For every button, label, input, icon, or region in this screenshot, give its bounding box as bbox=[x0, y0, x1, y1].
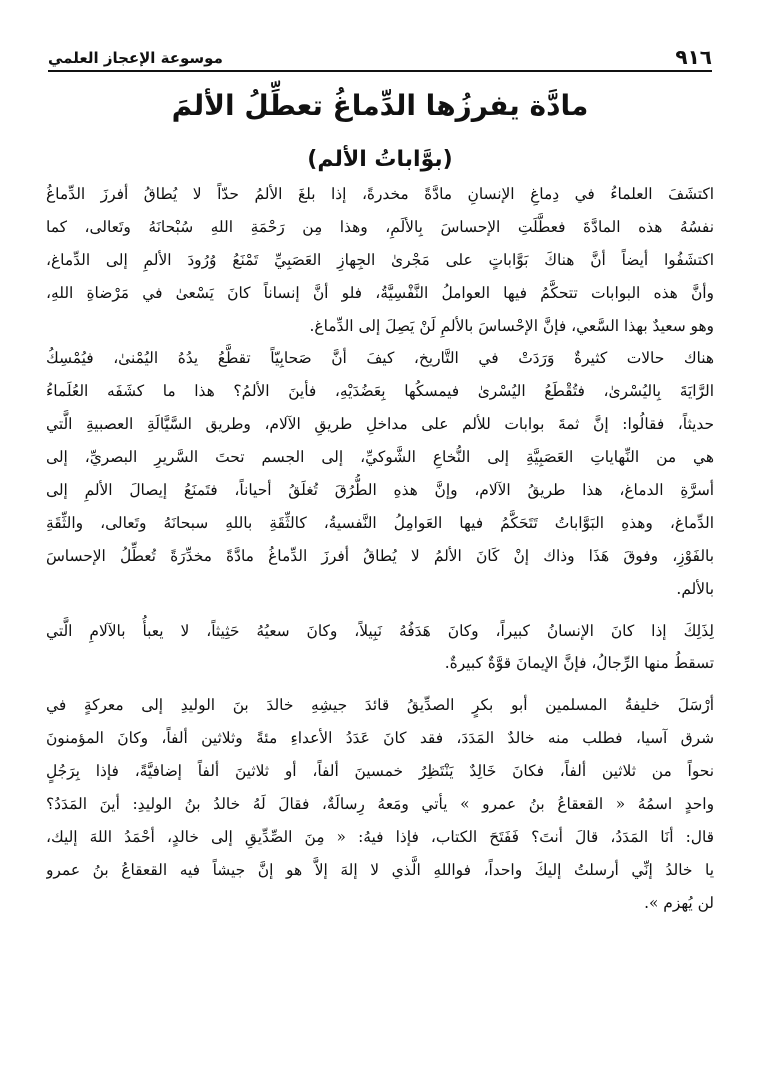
text-line: نحواً من ثلاثين ألفاً، فكانَ خَالِدٌ يَنْتَظِرُ خمسينَ ألفاً، أو ثلاثينَ ألفاً إضافيَّةً، فإذا بِرَجُلٍ bbox=[46, 762, 714, 781]
text-line: اكتشَفُوا أيضاً أنَّ هناكَ بَوَّاباتٍ على مَجْرىٰ الجِهازِ العَصَبِيِّ تَمْنَعُ وُرُودَ الألمِ إلى الدِّماغ، bbox=[46, 250, 714, 269]
text-line: يا خالدُ إنِّي أرسلتُ إليكَ واحداً، فواللهِ الَّذي لا إلهَ إلاَّ هو إنَّ جيشاً فيه القعقاعُ بنُ عمرو bbox=[46, 860, 714, 879]
text-line: أرْسَلَ خليفةُ المسلمين أبو بكرٍ الصدِّيقُ قائدَ جيشِهِ خالدَ بنَ الوليدِ إلى معركةٍ في bbox=[46, 696, 714, 715]
article-body bbox=[46, 178, 714, 920]
paragraph-3 bbox=[46, 615, 714, 681]
text-line: هي من النِّهاياتِ العَصَبِيَّةِ إلى النُّخاعِ الشَّوكيِّ، إلى الجسم تحتَ السَّريرِ البصريِّ، إلى bbox=[46, 448, 714, 467]
text-line: بالألم. bbox=[676, 579, 714, 598]
text-line: قال: أنَا المَدَدُ، قالَ أنتَ؟ فَفَتَحَ الكتاب، فإذا فيهُ: « مِنَ الصِّدِّيقِ إلى خالدٍ، أحْمَدُ اللهَ إليك، bbox=[46, 827, 714, 846]
running-header bbox=[48, 40, 712, 72]
text-line: وهو سعيدٌ بهذا السَّعي، فإنَّ الإحْساسَ بالألمِ لَنْ يَصِلَ إلى الدِّماغ. bbox=[309, 316, 714, 335]
text-line: وأنَّ هذه البوابات تتحكَّمُ فيها العواملُ النَّفْسِيَّةُ، فلو أنَّ إنساناً كانَ يَسْعىٰ في مَرْضاةِ اللهِ، bbox=[46, 283, 714, 302]
page-number: ٩١٦ bbox=[675, 45, 712, 69]
text-line: حديثاً، فقالُوا: إنَّ ثمةَ بوابات للألم على مداخلِ طريقِ الآلام، وطريق السَّيَّالَةِ العصبيةِ الَّتي bbox=[46, 415, 714, 434]
text-line: هناك حالات كثيرةٌ وَرَدَتْ في التَّاريخ، كيفَ أنَّ صَحابِيّاً تقطَّعُ يدُهُ اليُمْنىٰ، فيُمْسِكُ bbox=[46, 349, 714, 368]
text-line: لن يُهزم ». bbox=[644, 893, 714, 912]
text-line: بالفَوْزِ، وفوقَ هَذَا وذاك إنْ كَانَ الألمُ لا يُطاقُ أفرزَ الدِّماغُ مادَّةً مخدِّرَةً تُعطِّلُ الإحساسَ bbox=[46, 546, 714, 565]
book-title: موسوعة الإعجاز العلمي bbox=[48, 49, 223, 67]
text-line: اكتشَفَ العلماءُ في دِماغِ الإنسانِ مادَّةً مخدرةً، إذا بلغَ الألمُ حدّاً لا يُطاقُ أفرزَ الدِّماغُ bbox=[46, 185, 714, 203]
text-line: تسقطُ منها الرِّجالُ، فإنَّ الإيمانَ قوَّةٌ كبيرةٌ. bbox=[444, 654, 714, 673]
text-line: لِذَلِكَ إذا كانَ الإنسانُ كبيراً، وكانَ هَدَفُهُ نَبِيلاً، وكانَ سعيُهُ حَثِيثاً، لا يعبأُ بالآلامِ الَّتي bbox=[46, 621, 714, 640]
text-line: الدِّماغ، وهذهِ البَوَّاباتُ تَتَحَكَّمُ فيها العَوامِلُ النَّفسيةُ، كالثِّقَةِ باللهِ سبحانَهُ وتَعالى، والثِّقَةِ bbox=[46, 513, 714, 532]
text-line: الرَّايَةَ بِاليُسْرىٰ، فتُقْطَعُ اليُسْرىٰ فيمسكُها بِعَضُدَيْهِ، فأينَ الألمُ؟ هذا ما كشَفَه العُلَماءُ bbox=[46, 382, 714, 401]
article-title: مادَّة يفرزُها الدِّماغُ تعطِّلُ الألمَ bbox=[171, 89, 589, 122]
paragraph-2 bbox=[46, 342, 714, 605]
text-line: نفسُهُ هذه المادَّةَ فعطَّلَتِ الإحساسَ بِالألَمِ، وهذا مِن رَحْمَةِ اللهِ سُبْحانَهُ وتَعالى، كما bbox=[46, 217, 714, 236]
text-line: أسرَّةِ الدماغ، هذا طريقُ الآلام، وإنَّ هذهِ الطُّرُقَ تُغلَقُ أحياناً، فتَمنَعُ إيصالَ الألمِ إلى bbox=[46, 481, 714, 500]
article-subtitle: (بوَّاباتُ الألم) bbox=[307, 147, 453, 172]
text-line: واحدٍ اسمُهُ « القعقاعُ بنُ عمرو » يأتي ومَعهُ رِسالَةٌ، فقالَ لَهُ خالدُ بنُ الوليدِ: أينَ المَدَدُ؟ bbox=[46, 795, 714, 814]
paragraph-4 bbox=[46, 689, 714, 919]
text-line: شرق آسيا، فطلب منه خالدٌ المَدَدَ، فقد كانَ عَدَدُ الأعداءِ مئةً وثلاثين ألفاً، وكانَ المؤمنونَ bbox=[46, 729, 714, 748]
paragraph-1 bbox=[46, 178, 714, 342]
